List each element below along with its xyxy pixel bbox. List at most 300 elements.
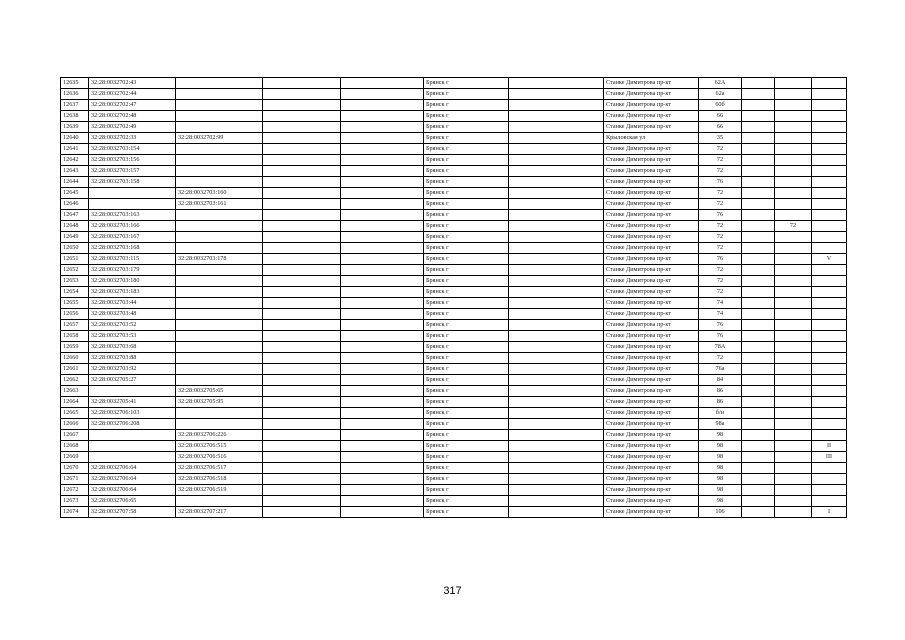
table-cell: 32:28:0032703:88 — [89, 353, 176, 364]
table-cell — [263, 408, 341, 419]
table-cell — [775, 309, 812, 320]
table-cell — [812, 364, 847, 375]
table-cell: Брянск г — [424, 78, 509, 89]
table-row — [61, 133, 847, 144]
table-cell — [742, 331, 775, 342]
table-cell — [263, 144, 341, 155]
table-cell — [263, 100, 341, 111]
table-row — [61, 122, 847, 133]
table-cell: 98 — [699, 474, 742, 485]
table-cell — [775, 386, 812, 397]
table-cell — [509, 166, 604, 177]
table-cell — [812, 232, 847, 243]
table-cell: 32:28:0032702:33 — [89, 133, 176, 144]
table-cell: Брянск г — [424, 287, 509, 298]
table-cell — [341, 89, 424, 100]
table-cell: Брянск г — [424, 463, 509, 474]
table-cell: 12661 — [61, 364, 89, 375]
table-cell — [89, 188, 176, 199]
table-cell — [812, 386, 847, 397]
table-cell: 72 — [699, 287, 742, 298]
table-cell: 12639 — [61, 122, 89, 133]
table-cell — [341, 452, 424, 463]
table-cell — [812, 210, 847, 221]
table-cell: Брянск г — [424, 375, 509, 386]
table-cell — [742, 155, 775, 166]
table-cell — [742, 452, 775, 463]
table-cell — [775, 199, 812, 210]
table-cell — [742, 474, 775, 485]
table-cell — [341, 133, 424, 144]
table-row — [61, 111, 847, 122]
table-cell: 32:28:0032707:58 — [89, 507, 176, 518]
table-cell — [263, 89, 341, 100]
table-cell — [509, 89, 604, 100]
table-cell — [775, 474, 812, 485]
table-cell — [263, 375, 341, 386]
table-cell: 32:28:0032702:44 — [89, 89, 176, 100]
table-cell: 12636 — [61, 89, 89, 100]
table-cell — [812, 474, 847, 485]
table-row — [61, 78, 847, 89]
table-cell: Брянск г — [424, 507, 509, 518]
table-cell: Станке Димитрова пр-кт — [604, 298, 699, 309]
table-cell — [775, 188, 812, 199]
table-cell: Станке Димитрова пр-кт — [604, 166, 699, 177]
table-cell — [341, 309, 424, 320]
table-cell: Станке Димитрова пр-кт — [604, 144, 699, 155]
table-cell — [775, 331, 812, 342]
table-cell — [341, 342, 424, 353]
table-cell — [742, 254, 775, 265]
table-cell — [775, 243, 812, 254]
table-cell: 32:28:0032706:64 — [89, 463, 176, 474]
table-cell — [263, 441, 341, 452]
table-cell — [742, 276, 775, 287]
table-cell — [263, 111, 341, 122]
table-cell: Станке Димитрова пр-кт — [604, 474, 699, 485]
table-cell — [176, 122, 263, 133]
table-cell — [341, 375, 424, 386]
table-cell: 32:28:0032705:27 — [89, 375, 176, 386]
table-cell: 32:28:0032702:43 — [89, 78, 176, 89]
table-cell — [775, 177, 812, 188]
table-cell — [812, 485, 847, 496]
table-cell — [263, 507, 341, 518]
table-cell: Брянск г — [424, 364, 509, 375]
table-cell: 12645 — [61, 188, 89, 199]
table-cell — [775, 364, 812, 375]
table-cell: 86 — [699, 386, 742, 397]
table-cell: 12640 — [61, 133, 89, 144]
table-cell: 98 — [699, 430, 742, 441]
table-cell — [176, 298, 263, 309]
table-cell — [509, 331, 604, 342]
table-cell: 32:28:0032703:68 — [89, 342, 176, 353]
table-cell — [742, 507, 775, 518]
table-cell: 72 — [775, 221, 812, 232]
table-cell: 12648 — [61, 221, 89, 232]
table-cell: 32:28:0032706:515 — [176, 441, 263, 452]
table-cell — [812, 243, 847, 254]
table-cell: 76 — [699, 331, 742, 342]
table-cell — [341, 243, 424, 254]
table-cell — [775, 276, 812, 287]
table-cell — [263, 331, 341, 342]
table-cell — [775, 353, 812, 364]
table-cell — [742, 243, 775, 254]
table-row — [61, 364, 847, 375]
table-cell — [775, 122, 812, 133]
table-cell: 74 — [699, 298, 742, 309]
table-row — [61, 155, 847, 166]
table-cell: Брянск г — [424, 441, 509, 452]
table-cell — [341, 111, 424, 122]
table-cell — [775, 265, 812, 276]
table-cell: Брянск г — [424, 89, 509, 100]
table-cell — [341, 496, 424, 507]
table-cell: 12654 — [61, 287, 89, 298]
table-cell: Станке Димитрова пр-кт — [604, 397, 699, 408]
table-cell: 12637 — [61, 100, 89, 111]
table-cell — [176, 111, 263, 122]
table-cell — [812, 78, 847, 89]
table-cell — [263, 320, 341, 331]
table-cell — [509, 243, 604, 254]
table-cell: 62А — [699, 78, 742, 89]
table-cell — [775, 419, 812, 430]
table-cell — [775, 452, 812, 463]
table-cell: 106 — [699, 507, 742, 518]
table-cell — [775, 298, 812, 309]
table-row — [61, 298, 847, 309]
table-cell: Брянск г — [424, 243, 509, 254]
table-cell: 32:28:0032703:44 — [89, 298, 176, 309]
table-cell: Станке Димитрова пр-кт — [604, 221, 699, 232]
table-cell — [509, 375, 604, 386]
table-cell: 32:28:0032706:518 — [176, 474, 263, 485]
table-cell: 76 — [699, 254, 742, 265]
table-cell: Брянск г — [424, 353, 509, 364]
table-cell: 12658 — [61, 331, 89, 342]
table-cell: 98 — [699, 463, 742, 474]
table-cell: Брянск г — [424, 144, 509, 155]
table-cell — [341, 397, 424, 408]
table-cell — [509, 199, 604, 210]
table-cell: 72 — [699, 232, 742, 243]
table-cell — [775, 133, 812, 144]
table-cell — [176, 232, 263, 243]
table-cell — [742, 320, 775, 331]
table-cell: 32:28:0032706:64 — [89, 485, 176, 496]
table-cell — [812, 122, 847, 133]
table-cell — [341, 331, 424, 342]
table-cell: V — [812, 254, 847, 265]
table-cell — [775, 507, 812, 518]
registry-table-body — [61, 78, 847, 518]
table-cell — [509, 397, 604, 408]
table-cell — [812, 111, 847, 122]
table-cell: 60б — [699, 100, 742, 111]
table-cell — [509, 320, 604, 331]
table-cell — [263, 298, 341, 309]
table-cell — [341, 463, 424, 474]
table-cell: Станке Димитрова пр-кт — [604, 320, 699, 331]
table-cell — [263, 78, 341, 89]
table-cell: 12660 — [61, 353, 89, 364]
table-cell: 32:28:0032703:115 — [89, 254, 176, 265]
table-cell — [742, 199, 775, 210]
table-cell — [812, 342, 847, 353]
table-cell: Брянск г — [424, 309, 509, 320]
table-cell: Брянск г — [424, 221, 509, 232]
table-cell: 32:28:0032705:95 — [176, 397, 263, 408]
table-cell: Станке Димитрова пр-кт — [604, 408, 699, 419]
table-cell — [89, 199, 176, 210]
table-cell: Станке Димитрова пр-кт — [604, 100, 699, 111]
table-cell — [812, 144, 847, 155]
table-cell — [509, 188, 604, 199]
table-cell — [509, 309, 604, 320]
table-cell: Станке Димитрова пр-кт — [604, 485, 699, 496]
table-cell: 32:28:0032703:179 — [89, 265, 176, 276]
table-cell — [742, 111, 775, 122]
table-cell: Станке Димитрова пр-кт — [604, 496, 699, 507]
table-cell — [509, 144, 604, 155]
table-cell: 32:28:0032703:161 — [176, 199, 263, 210]
table-cell — [742, 166, 775, 177]
table-cell — [742, 177, 775, 188]
table-cell: 12657 — [61, 320, 89, 331]
table-cell — [812, 353, 847, 364]
table-cell — [775, 78, 812, 89]
table-cell: Брянск г — [424, 133, 509, 144]
table-cell — [176, 221, 263, 232]
table-cell — [341, 485, 424, 496]
table-cell: 76 — [699, 320, 742, 331]
table-cell: 72 — [699, 188, 742, 199]
table-cell: Станке Димитрова пр-кт — [604, 375, 699, 386]
table-cell — [341, 320, 424, 331]
table-cell — [263, 199, 341, 210]
table-cell: 32:28:0032703:52 — [89, 320, 176, 331]
table-cell — [742, 133, 775, 144]
table-cell: 12635 — [61, 78, 89, 89]
table-cell — [742, 309, 775, 320]
table-cell — [341, 265, 424, 276]
table-row — [61, 452, 847, 463]
table-cell — [263, 474, 341, 485]
table-cell: Станке Димитрова пр-кт — [604, 210, 699, 221]
table-cell — [263, 243, 341, 254]
table-cell — [775, 155, 812, 166]
table-cell — [509, 342, 604, 353]
table-cell — [176, 210, 263, 221]
table-cell — [263, 276, 341, 287]
table-cell: 12642 — [61, 155, 89, 166]
table-cell: Брянск г — [424, 265, 509, 276]
table-cell — [812, 89, 847, 100]
table-cell — [509, 430, 604, 441]
table-cell — [742, 485, 775, 496]
table-cell — [263, 485, 341, 496]
table-cell — [89, 441, 176, 452]
table-cell — [263, 122, 341, 133]
table-cell: 32:28:0032706:517 — [176, 463, 263, 474]
table-cell: Станке Димитрова пр-кт — [604, 430, 699, 441]
table-cell — [812, 397, 847, 408]
table-cell — [176, 166, 263, 177]
table-row — [61, 188, 847, 199]
table-cell — [263, 364, 341, 375]
table-cell — [509, 364, 604, 375]
table-row — [61, 496, 847, 507]
table-cell — [509, 287, 604, 298]
table-cell: 32:28:0032703:53 — [89, 331, 176, 342]
table-cell: 76 — [699, 210, 742, 221]
table-cell: 32:28:0032703:183 — [89, 287, 176, 298]
table-cell: 12653 — [61, 276, 89, 287]
table-cell — [812, 177, 847, 188]
table-cell: 12650 — [61, 243, 89, 254]
table-cell — [812, 166, 847, 177]
table-cell: 12656 — [61, 309, 89, 320]
table-cell: Брянск г — [424, 342, 509, 353]
table-row — [61, 254, 847, 265]
table-cell: 32:28:0032706:519 — [176, 485, 263, 496]
table-cell: 32:28:0032706:64 — [89, 474, 176, 485]
table-cell: 98 — [699, 452, 742, 463]
table-cell: 76 — [699, 177, 742, 188]
table-cell: Станке Димитрова пр-кт — [604, 199, 699, 210]
table-cell: Брянск г — [424, 408, 509, 419]
table-cell: 12663 — [61, 386, 89, 397]
table-cell — [176, 309, 263, 320]
table-cell: 35 — [699, 133, 742, 144]
table-cell — [263, 188, 341, 199]
table-row — [61, 287, 847, 298]
table-cell — [263, 254, 341, 265]
table-cell: 32:28:0032705:41 — [89, 397, 176, 408]
table-row — [61, 100, 847, 111]
table-cell: Брянск г — [424, 430, 509, 441]
table-cell: 12672 — [61, 485, 89, 496]
table-cell — [742, 342, 775, 353]
table-cell — [341, 298, 424, 309]
table-cell — [509, 408, 604, 419]
table-cell — [742, 221, 775, 232]
table-cell: 12673 — [61, 496, 89, 507]
table-row — [61, 276, 847, 287]
table-cell — [341, 177, 424, 188]
table-cell: 72 — [699, 243, 742, 254]
table-cell: 12671 — [61, 474, 89, 485]
table-cell: 12649 — [61, 232, 89, 243]
table-cell — [341, 386, 424, 397]
table-cell: Станке Димитрова пр-кт — [604, 419, 699, 430]
table-cell — [775, 463, 812, 474]
table-cell: 78А — [699, 342, 742, 353]
table-cell — [341, 100, 424, 111]
table-cell: 98а — [699, 419, 742, 430]
table-cell: 12641 — [61, 144, 89, 155]
table-cell: Брянск г — [424, 485, 509, 496]
table-cell — [176, 287, 263, 298]
table-cell: 12644 — [61, 177, 89, 188]
table-cell — [341, 210, 424, 221]
table-cell — [775, 254, 812, 265]
table-cell — [812, 287, 847, 298]
table-cell — [263, 397, 341, 408]
table-cell: Станке Димитрова пр-кт — [604, 155, 699, 166]
table-cell — [176, 364, 263, 375]
table-cell — [176, 144, 263, 155]
table-cell — [263, 309, 341, 320]
table-cell — [176, 243, 263, 254]
table-cell: Брянск г — [424, 254, 509, 265]
table-row — [61, 232, 847, 243]
table-cell — [775, 287, 812, 298]
table-cell — [509, 386, 604, 397]
table-cell: 32:28:0032703:180 — [89, 276, 176, 287]
table-cell — [509, 298, 604, 309]
table-cell — [509, 474, 604, 485]
table-cell: Брянск г — [424, 210, 509, 221]
table-cell: Брянск г — [424, 452, 509, 463]
table-row — [61, 166, 847, 177]
table-cell — [509, 507, 604, 518]
table-cell — [509, 155, 604, 166]
table-cell: Брянск г — [424, 177, 509, 188]
table-cell: Станке Димитрова пр-кт — [604, 265, 699, 276]
table-cell — [775, 441, 812, 452]
table-cell: Брянск г — [424, 276, 509, 287]
table-cell — [812, 463, 847, 474]
table-cell: 32:28:0032703:163 — [89, 210, 176, 221]
table-row — [61, 507, 847, 518]
table-cell — [509, 441, 604, 452]
table-cell — [341, 474, 424, 485]
table-cell — [176, 331, 263, 342]
table-cell: 32:28:0032702:47 — [89, 100, 176, 111]
table-cell — [775, 496, 812, 507]
table-row — [61, 397, 847, 408]
table-cell — [176, 419, 263, 430]
table-cell — [812, 430, 847, 441]
table-cell — [775, 375, 812, 386]
table-cell — [775, 320, 812, 331]
table-cell: Станке Димитрова пр-кт — [604, 342, 699, 353]
table-cell — [263, 419, 341, 430]
table-cell — [263, 177, 341, 188]
table-cell: Станке Димитрова пр-кт — [604, 177, 699, 188]
table-cell — [341, 166, 424, 177]
table-row — [61, 386, 847, 397]
table-cell — [742, 78, 775, 89]
table-cell: 86 — [699, 397, 742, 408]
table-cell: 32:28:0032706:65 — [89, 496, 176, 507]
table-cell: 32:28:0032703:158 — [89, 177, 176, 188]
table-cell: Станке Димитрова пр-кт — [604, 78, 699, 89]
table-row — [61, 342, 847, 353]
table-cell: 32:28:0032702:49 — [89, 122, 176, 133]
table-cell: 32:28:0032703:92 — [89, 364, 176, 375]
table-row — [61, 144, 847, 155]
table-cell — [176, 276, 263, 287]
table-cell — [509, 496, 604, 507]
table-cell: 98 — [699, 496, 742, 507]
table-cell — [742, 375, 775, 386]
